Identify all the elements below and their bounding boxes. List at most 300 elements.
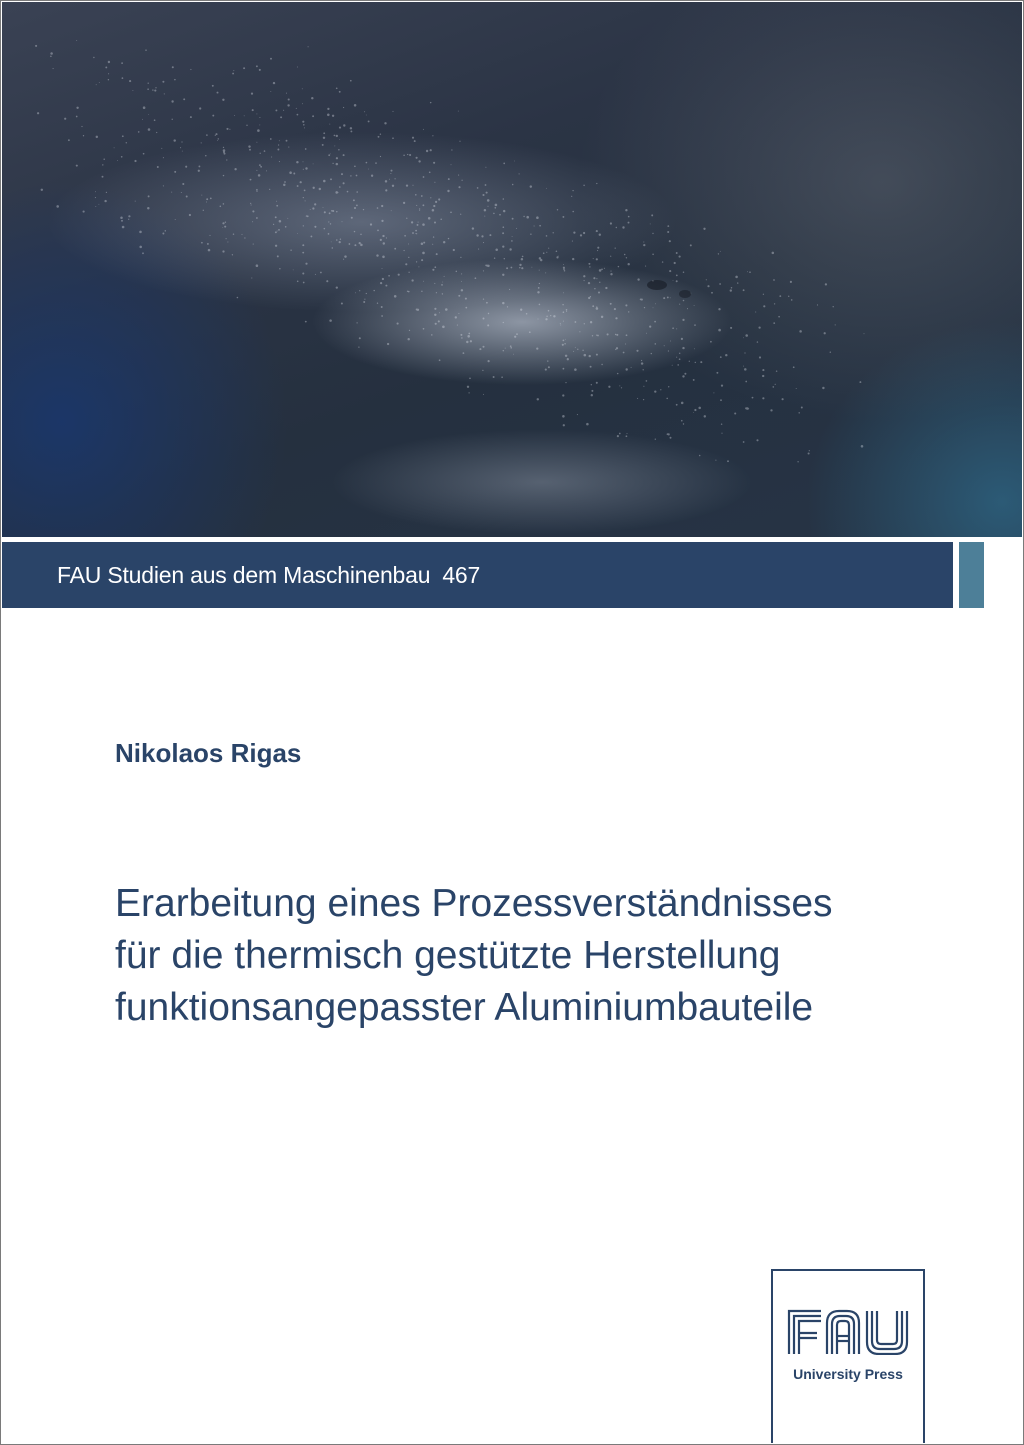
speckle [164,93,165,94]
fau-logo-icon [787,1309,911,1355]
speckle [285,226,287,228]
speckle [275,231,277,233]
speckle [662,261,663,262]
speckle [203,210,204,211]
speckle [619,433,621,435]
speckle [482,194,484,196]
speckle [564,343,566,345]
speckle [655,439,656,440]
speckle [163,157,164,158]
speckle [250,179,252,181]
speckle [572,211,574,213]
speckle [341,302,343,304]
speckle [323,132,325,134]
speckle [601,364,602,365]
speckle [76,165,78,167]
speckle [433,236,434,237]
speckle [596,382,598,384]
speckle [134,160,136,162]
speckle [557,209,558,210]
speckle [244,115,245,116]
speckle [279,268,280,269]
speckle [259,124,260,125]
speckle [227,242,228,243]
speckle [64,118,66,120]
speckle [332,210,334,212]
speckle [417,309,419,311]
speckle [494,207,496,209]
speckle [328,233,330,235]
speckle [190,116,192,118]
speckle [407,338,409,340]
speckle [720,399,722,401]
speckle [545,369,547,371]
speckle [303,124,305,126]
speckle [676,252,678,254]
publisher-subtitle: University Press [793,1366,903,1382]
speckle [143,106,146,109]
speckle [356,175,358,177]
speckle [594,288,595,289]
speckle [763,294,764,295]
speckle [460,257,461,258]
speckle [364,111,365,112]
speckle [256,191,257,192]
speckle [297,185,299,187]
speckle [625,209,627,211]
speckle [546,252,547,253]
speckle [628,222,630,224]
speckle [363,301,365,303]
speckle [432,244,433,245]
speckle [610,273,612,275]
cover-photo [2,2,1022,537]
speckle [520,309,522,311]
speckle [370,223,372,225]
speckle [615,334,616,335]
speckle [128,215,130,217]
speckle [314,203,316,205]
speckle [148,114,149,115]
speckle [174,171,176,173]
speckle [536,347,538,349]
speckle [290,249,291,250]
speckle [485,167,486,168]
speckle [643,399,644,400]
speckle [460,214,461,215]
speckle [484,216,485,217]
speckle [619,385,620,386]
speckle [743,337,744,338]
speckle [666,398,668,400]
speckle [322,144,324,146]
speckle [275,245,277,247]
speckle [730,289,732,291]
speckle [586,423,589,426]
speckle [276,201,277,202]
speckle [590,321,592,323]
speckle [276,205,278,207]
speckle [392,185,394,187]
speckle [596,306,597,307]
speckle [243,67,245,69]
speckle [349,243,351,245]
speckle [745,381,747,383]
speckle [152,89,153,90]
speckle [41,189,43,191]
speckle [637,278,639,280]
speckle [431,334,433,336]
speckle [608,386,610,388]
speckle [99,82,100,83]
speckle [503,226,505,228]
speckle [287,104,289,106]
speckle [646,333,647,334]
speckle [406,184,408,186]
speckle [445,308,448,311]
speckle [532,267,533,268]
speckle [461,337,462,338]
speckle [225,222,226,223]
speckle [411,221,413,223]
speckle [681,402,684,405]
speckle [562,415,565,418]
speckle [509,248,511,250]
speckle [822,387,824,389]
speckle [422,204,424,206]
speckle [356,322,357,323]
speckle [206,202,207,203]
speckle [451,164,452,165]
speckle [340,239,341,240]
speckle [643,241,644,242]
speckle [288,147,289,148]
speckle [377,207,379,209]
speckle [108,73,109,74]
speckle [289,171,292,174]
speckle [212,115,214,117]
speckle [556,251,558,253]
speckle [593,277,595,279]
speckle [423,129,424,130]
speckle [162,81,164,83]
speckle [394,178,395,179]
speckle [683,300,685,302]
speckle [566,309,568,311]
speckle [682,347,684,349]
speckle [631,367,632,368]
speckle [339,127,341,129]
speckle [577,349,578,350]
speckle [669,270,671,272]
speckle [377,303,378,304]
speckle [306,215,307,216]
speckle [536,216,539,219]
speckle [572,241,573,242]
title-line: Erarbeitung eines Prozessverständnisses [115,882,833,925]
speckle [548,310,550,312]
speckle [311,97,313,99]
speckle [590,366,592,368]
speckle [521,258,523,260]
speckle [440,219,442,221]
speckle [641,362,643,364]
speckle [493,213,495,215]
speckle [354,104,357,107]
speckle [566,311,567,312]
speckle [201,142,202,143]
speckle [553,232,554,233]
speckle [667,296,669,298]
speckle [296,108,297,109]
speckle [252,210,254,212]
speckle [283,184,285,186]
speckle [465,298,467,300]
speckle [526,216,529,219]
speckle [457,325,458,326]
speckle [389,179,390,180]
speckle [626,435,628,437]
speckle [376,254,378,256]
speckle [488,313,489,314]
speckle [444,276,445,277]
title-line: funktionsangepasster Aluminiumbauteile [115,986,814,1029]
speckle [423,176,425,178]
speckle [718,308,720,310]
speckle [458,175,459,176]
speckle [331,242,332,243]
speckle [539,270,540,271]
speckle [664,345,665,346]
speckle [503,322,504,323]
speckle [493,376,495,378]
speckle [560,325,561,326]
speckle [584,280,585,281]
speckle [305,200,306,201]
speckle [487,199,490,202]
speckle [668,350,669,351]
speckle [443,241,445,243]
speckle [436,253,438,255]
speckle [433,205,435,207]
speckle [718,329,721,332]
speckle [475,277,477,279]
speckle [223,149,226,152]
speckle [259,69,261,71]
speckle [651,214,653,216]
speckle [102,176,104,178]
speckle [614,308,616,310]
speckle [280,116,282,118]
speckle [468,333,470,335]
speckle [278,229,280,231]
speckle [222,250,224,252]
speckle [120,216,123,219]
speckle [252,221,253,222]
speckle [327,108,329,110]
speckle [495,204,498,207]
speckle [743,289,745,291]
speckle [562,304,563,305]
speckle [232,254,233,255]
speckle [442,326,445,329]
speckle [190,69,191,70]
speckle [577,414,578,415]
speckle [405,263,407,265]
speckle [418,266,419,267]
speckle [258,174,261,177]
speckle [259,164,261,166]
speckle [773,322,775,324]
speckle [509,289,510,290]
speckle [513,354,514,355]
speckle [323,207,324,208]
speckle [359,337,361,339]
speckle [253,244,254,245]
speckle [201,242,203,244]
speckle [416,261,417,262]
speckle [763,305,765,307]
speckle [504,258,505,259]
speckle [336,157,338,159]
speckle [670,341,671,342]
speckle [419,208,420,209]
speckle [409,330,410,331]
speckle [755,311,756,312]
speckle [689,361,690,362]
speckle [706,279,707,280]
speckle [641,299,643,301]
speckle [592,335,593,336]
speckle [791,299,793,301]
speckle [458,186,460,188]
speckle [774,303,775,304]
speckle [148,83,149,84]
speckle [303,282,305,284]
speckle [421,259,423,261]
speckle [76,107,78,109]
speckle [486,302,488,304]
speckle [583,232,585,234]
speckle [519,173,520,174]
speckle [622,226,624,228]
speckle [206,198,208,200]
speckle [278,144,279,145]
speckle [563,368,565,370]
speckle [277,149,279,151]
speckle [303,169,304,170]
speckle [354,244,356,246]
speckle [300,181,302,183]
speckle [467,335,470,338]
speckle [649,325,651,327]
speckle [183,98,185,100]
speckle [567,358,569,360]
speckle [550,315,551,316]
speckle [198,170,200,172]
speckle [448,178,450,180]
speckle [596,278,597,279]
speckle [668,386,669,387]
speckle [332,163,333,164]
speckle [251,277,252,278]
speckle [540,259,542,261]
speckle [210,198,212,200]
speckle [104,200,106,202]
speckle [442,293,443,294]
speckle [485,265,487,267]
speckle [96,136,98,138]
speckle [56,205,59,208]
speckle [596,258,598,260]
speckle [222,99,224,101]
speckle [143,153,145,155]
speckle [154,90,156,92]
speckle [330,223,331,224]
speckle [377,230,379,232]
speckle [643,386,644,387]
speckle [354,165,356,167]
speckle [330,178,332,180]
speckle [615,247,616,248]
speckle [653,307,654,308]
speckle [502,232,504,234]
speckle [796,388,797,389]
speckle [637,398,638,399]
speckle [460,334,462,336]
speckle [654,321,656,323]
speckle [415,194,417,196]
speckle [744,368,747,371]
speckle [563,267,565,269]
speckle [530,233,531,234]
speckle [790,281,792,283]
speckle [327,114,330,117]
speckle [512,184,514,186]
speckle [226,128,228,130]
speckle [271,156,272,157]
speckle [434,314,436,316]
speckle [412,232,414,234]
speckle [217,92,219,94]
speckle [676,328,677,329]
speckle [222,222,224,224]
speckle [356,191,358,193]
speckle [556,256,558,258]
speckle [628,311,629,312]
speckle [563,321,564,322]
speckle [481,235,483,237]
speckle [623,352,625,354]
speckle [487,324,489,326]
speckle [572,258,574,260]
speckle [408,257,409,258]
speckle [514,161,515,162]
speckle [644,307,645,308]
speckle [502,274,504,276]
speckle [324,211,326,213]
speckle [132,90,133,91]
speckle [215,133,217,135]
speckle [466,341,468,343]
speckle [621,387,622,388]
speckle [275,216,277,218]
speckle [260,166,262,168]
speckle [788,296,789,297]
speckle [142,252,144,254]
speckle [562,344,564,346]
speckle [830,351,831,352]
